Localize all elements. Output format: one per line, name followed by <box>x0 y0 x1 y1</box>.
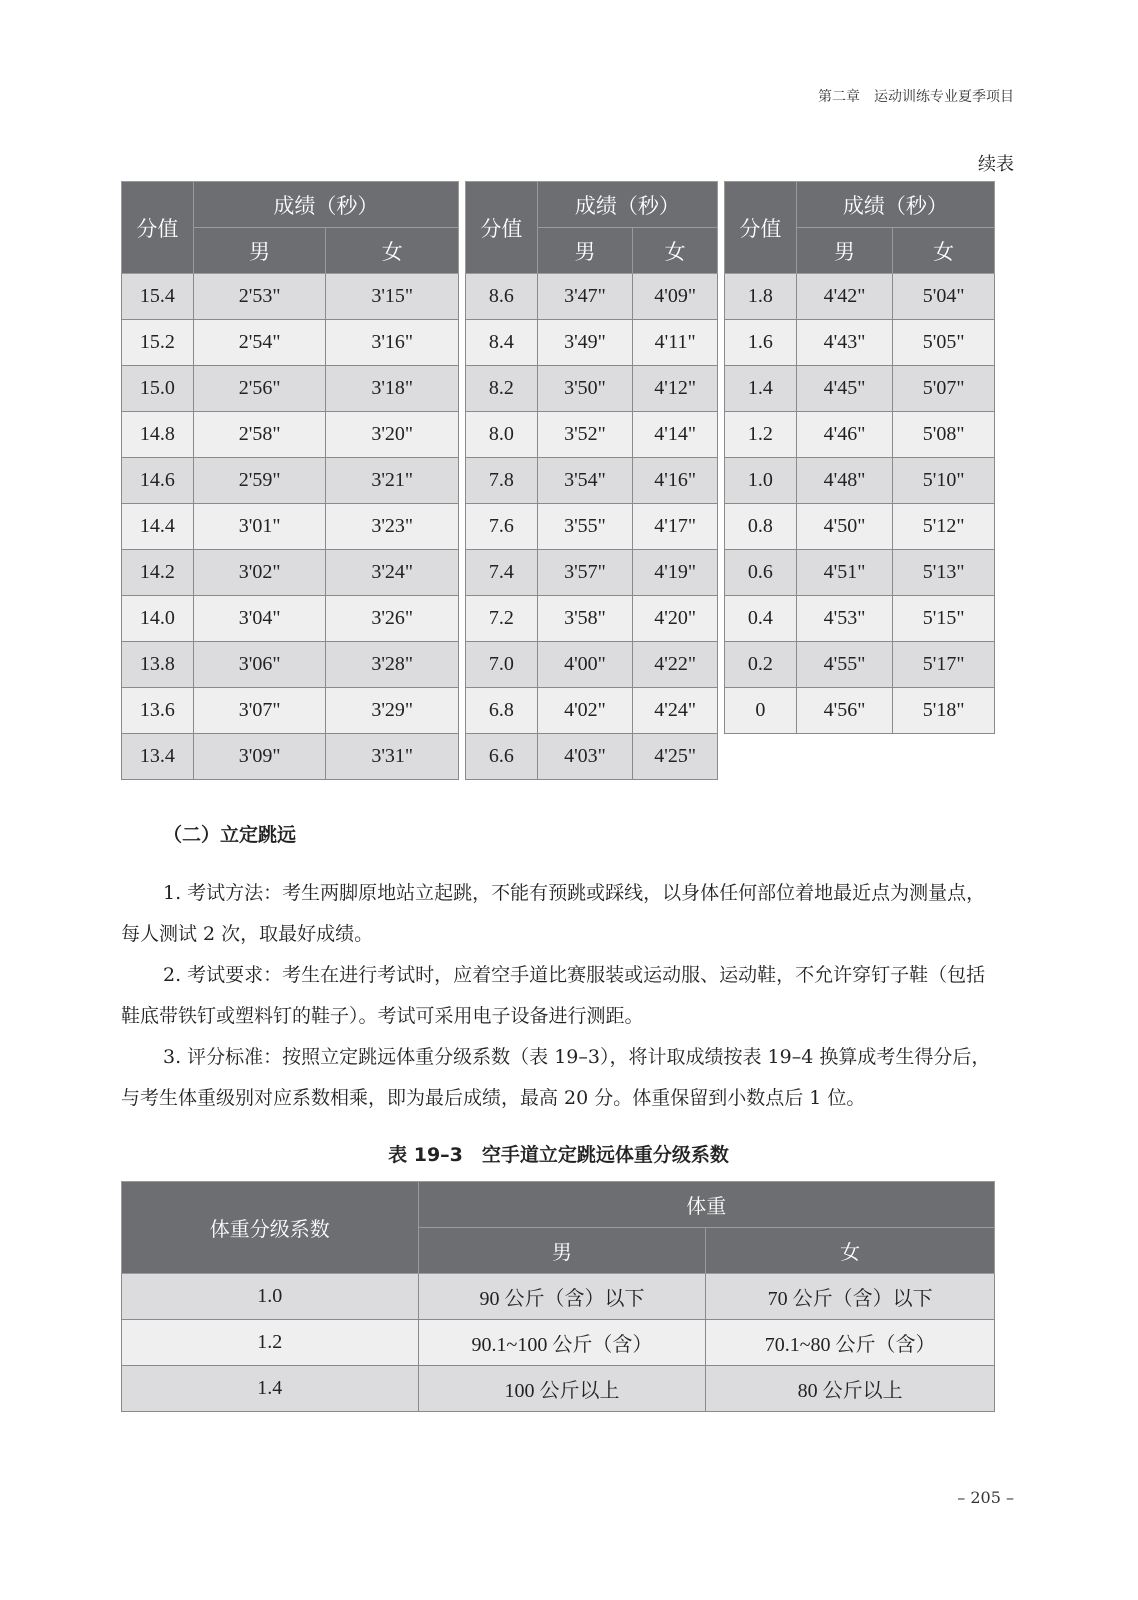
female-time-cell: 5'12" <box>893 504 995 550</box>
table-row <box>122 274 459 320</box>
male-time-cell: 3'01" <box>193 504 326 550</box>
male-time-cell: 3'07" <box>193 688 326 734</box>
score-cell: 14.4 <box>122 504 194 550</box>
score-table-block-1 <box>121 181 459 780</box>
paragraph-test-method: 1. 考试方法：考生两脚原地站立起跳，不能有预跳或踩线，以身体任何部位着地最近点为测量点，每人测试 2 次，取最好成绩。 <box>121 882 986 945</box>
score-cell: 1.8 <box>725 274 797 320</box>
table-row <box>122 504 459 550</box>
male-time-cell: 2'59" <box>193 458 326 504</box>
female-time-cell: 5'15" <box>893 596 995 642</box>
coefficient-cell: 1.4 <box>122 1366 419 1412</box>
score-header: 分值 <box>725 182 797 274</box>
table-row <box>122 458 459 504</box>
female-weight-cell: 70.1~80 公斤（含） <box>706 1320 995 1366</box>
female-header: 女 <box>893 228 995 274</box>
male-time-cell: 4'50" <box>796 504 893 550</box>
female-time-cell: 5'05" <box>893 320 995 366</box>
score-cell: 1.0 <box>725 458 797 504</box>
female-time-cell: 4'12" <box>633 366 718 412</box>
female-time-cell: 3'18" <box>326 366 459 412</box>
table-row <box>725 550 995 596</box>
score-table-block-3 <box>724 181 995 734</box>
table-row <box>466 642 718 688</box>
score-cell: 1.6 <box>725 320 797 366</box>
table-row <box>725 458 995 504</box>
table-row <box>122 642 459 688</box>
male-header: 男 <box>796 228 893 274</box>
female-time-cell: 5'08" <box>893 412 995 458</box>
score-table-block-2 <box>465 181 718 780</box>
male-time-cell: 3'49" <box>537 320 633 366</box>
male-time-cell: 4'00" <box>537 642 633 688</box>
table-row <box>725 274 995 320</box>
male-weight-cell: 90 公斤（含）以下 <box>418 1274 706 1320</box>
chapter-header: 第二章 运动训练专业夏季项目 <box>818 89 1014 105</box>
page-number: – 205 – <box>957 1488 1014 1507</box>
female-header: 女 <box>326 228 459 274</box>
male-time-cell: 4'53" <box>796 596 893 642</box>
male-time-cell: 4'43" <box>796 320 893 366</box>
paragraph-test-requirements: 2. 考试要求：考生在进行考试时，应着空手道比赛服装或运动服、运动鞋，不允许穿钉子鞋（包括鞋底带铁钉或塑料钉的鞋子）。考试可采用电子设备进行测距。 <box>121 964 986 1027</box>
coefficient-cell: 1.2 <box>122 1320 419 1366</box>
male-time-cell: 4'42" <box>796 274 893 320</box>
male-time-cell: 3'54" <box>537 458 633 504</box>
table-row <box>466 274 718 320</box>
score-cell: 15.0 <box>122 366 194 412</box>
male-time-cell: 3'57" <box>537 550 633 596</box>
female-time-cell: 3'15" <box>326 274 459 320</box>
score-cell: 8.4 <box>466 320 538 366</box>
female-time-cell: 4'20" <box>633 596 718 642</box>
score-cell: 0 <box>725 688 797 734</box>
score-cell: 8.6 <box>466 274 538 320</box>
score-cell: 0.6 <box>725 550 797 596</box>
male-time-cell: 4'45" <box>796 366 893 412</box>
female-time-cell: 3'28" <box>326 642 459 688</box>
male-time-cell: 3'04" <box>193 596 326 642</box>
result-header: 成绩（秒） <box>193 182 458 228</box>
score-cell: 8.2 <box>466 366 538 412</box>
section-title: （二）立定跳远 <box>163 824 297 846</box>
female-time-cell: 5'10" <box>893 458 995 504</box>
score-cell: 0.4 <box>725 596 797 642</box>
score-cell: 0.8 <box>725 504 797 550</box>
score-cell: 7.8 <box>466 458 538 504</box>
female-time-cell: 3'23" <box>326 504 459 550</box>
male-time-cell: 4'51" <box>796 550 893 596</box>
female-time-cell: 3'20" <box>326 412 459 458</box>
female-time-cell: 3'29" <box>326 688 459 734</box>
male-time-cell: 4'02" <box>537 688 633 734</box>
female-time-cell: 3'26" <box>326 596 459 642</box>
table-row <box>466 734 718 780</box>
score-cell: 13.8 <box>122 642 194 688</box>
female-weight-cell: 70 公斤（含）以下 <box>706 1274 995 1320</box>
male-time-cell: 4'55" <box>796 642 893 688</box>
male-header: 男 <box>418 1228 706 1274</box>
male-time-cell: 2'58" <box>193 412 326 458</box>
table-row <box>466 458 718 504</box>
female-time-cell: 5'17" <box>893 642 995 688</box>
male-time-cell: 3'52" <box>537 412 633 458</box>
female-time-cell: 5'18" <box>893 688 995 734</box>
score-cell: 15.4 <box>122 274 194 320</box>
table-row <box>725 642 995 688</box>
male-time-cell: 3'47" <box>537 274 633 320</box>
score-cell: 0.2 <box>725 642 797 688</box>
male-time-cell: 3'06" <box>193 642 326 688</box>
table-row <box>122 688 459 734</box>
score-cell: 7.2 <box>466 596 538 642</box>
table-row <box>122 366 459 412</box>
male-time-cell: 4'46" <box>796 412 893 458</box>
male-header: 男 <box>193 228 326 274</box>
result-header: 成绩（秒） <box>537 182 717 228</box>
score-cell: 14.2 <box>122 550 194 596</box>
coefficient-cell: 1.0 <box>122 1274 419 1320</box>
weight-header: 体重 <box>418 1182 994 1228</box>
table-row <box>122 550 459 596</box>
table-row <box>122 320 459 366</box>
female-time-cell: 5'13" <box>893 550 995 596</box>
table-row <box>466 596 718 642</box>
score-cell: 13.4 <box>122 734 194 780</box>
male-time-cell: 4'03" <box>537 734 633 780</box>
male-time-cell: 3'50" <box>537 366 633 412</box>
table-row <box>725 504 995 550</box>
score-cell: 7.4 <box>466 550 538 596</box>
female-time-cell: 4'17" <box>633 504 718 550</box>
table-row <box>122 734 459 780</box>
score-cell: 1.2 <box>725 412 797 458</box>
male-time-cell: 2'54" <box>193 320 326 366</box>
coefficient-header: 体重分级系数 <box>122 1182 419 1274</box>
table-row <box>466 412 718 458</box>
score-cell: 13.6 <box>122 688 194 734</box>
weight-coefficient-table <box>121 1181 995 1412</box>
male-time-cell: 3'58" <box>537 596 633 642</box>
score-cell: 14.8 <box>122 412 194 458</box>
male-time-cell: 3'09" <box>193 734 326 780</box>
male-time-cell: 3'55" <box>537 504 633 550</box>
male-header: 男 <box>537 228 633 274</box>
paragraph-scoring-standard: 3. 评分标准：按照立定跳远体重分级系数（表 19–3），将计取成绩按表 19–4 换算成考生得分后，与考生体重级别对应系数相乘，即为最后成绩，最高 20 分。体重保留到小数点后 1 位。 <box>121 1046 991 1109</box>
female-time-cell: 3'24" <box>326 550 459 596</box>
male-weight-cell: 100 公斤以上 <box>418 1366 706 1412</box>
female-time-cell: 5'07" <box>893 366 995 412</box>
female-time-cell: 3'16" <box>326 320 459 366</box>
continued-label: 续表 <box>978 154 1014 175</box>
score-cell: 7.6 <box>466 504 538 550</box>
table-row <box>466 366 718 412</box>
female-time-cell: 4'19" <box>633 550 718 596</box>
table-row <box>725 688 995 734</box>
female-time-cell: 4'11" <box>633 320 718 366</box>
table-row <box>725 596 995 642</box>
female-time-cell: 4'09" <box>633 274 718 320</box>
table-row <box>725 412 995 458</box>
score-header: 分值 <box>466 182 538 274</box>
table-row <box>466 550 718 596</box>
male-time-cell: 4'48" <box>796 458 893 504</box>
table-row <box>466 688 718 734</box>
table-row <box>466 320 718 366</box>
female-time-cell: 5'04" <box>893 274 995 320</box>
table-row <box>122 1320 995 1366</box>
male-time-cell: 2'56" <box>193 366 326 412</box>
score-cell: 14.0 <box>122 596 194 642</box>
score-cell: 6.6 <box>466 734 538 780</box>
female-time-cell: 4'24" <box>633 688 718 734</box>
male-time-cell: 2'53" <box>193 274 326 320</box>
table-row <box>122 1274 995 1320</box>
score-cell: 7.0 <box>466 642 538 688</box>
female-time-cell: 4'25" <box>633 734 718 780</box>
table-row <box>122 1366 995 1412</box>
male-time-cell: 4'56" <box>796 688 893 734</box>
female-time-cell: 3'21" <box>326 458 459 504</box>
female-header: 女 <box>706 1228 995 1274</box>
male-weight-cell: 90.1~100 公斤（含） <box>418 1320 706 1366</box>
score-cell: 14.6 <box>122 458 194 504</box>
score-cell: 1.4 <box>725 366 797 412</box>
female-time-cell: 4'14" <box>633 412 718 458</box>
table-row <box>122 412 459 458</box>
table-row <box>466 504 718 550</box>
female-time-cell: 4'16" <box>633 458 718 504</box>
female-time-cell: 4'22" <box>633 642 718 688</box>
female-weight-cell: 80 公斤以上 <box>706 1366 995 1412</box>
score-cell: 15.2 <box>122 320 194 366</box>
score-cell: 8.0 <box>466 412 538 458</box>
table-row <box>725 320 995 366</box>
table-row <box>725 366 995 412</box>
table-caption: 表 19–3 空手道立定跳远体重分级系数 <box>388 1144 729 1166</box>
result-header: 成绩（秒） <box>796 182 994 228</box>
male-time-cell: 3'02" <box>193 550 326 596</box>
score-header: 分值 <box>122 182 194 274</box>
table-row <box>122 596 459 642</box>
female-header: 女 <box>633 228 718 274</box>
female-time-cell: 3'31" <box>326 734 459 780</box>
score-cell: 6.8 <box>466 688 538 734</box>
